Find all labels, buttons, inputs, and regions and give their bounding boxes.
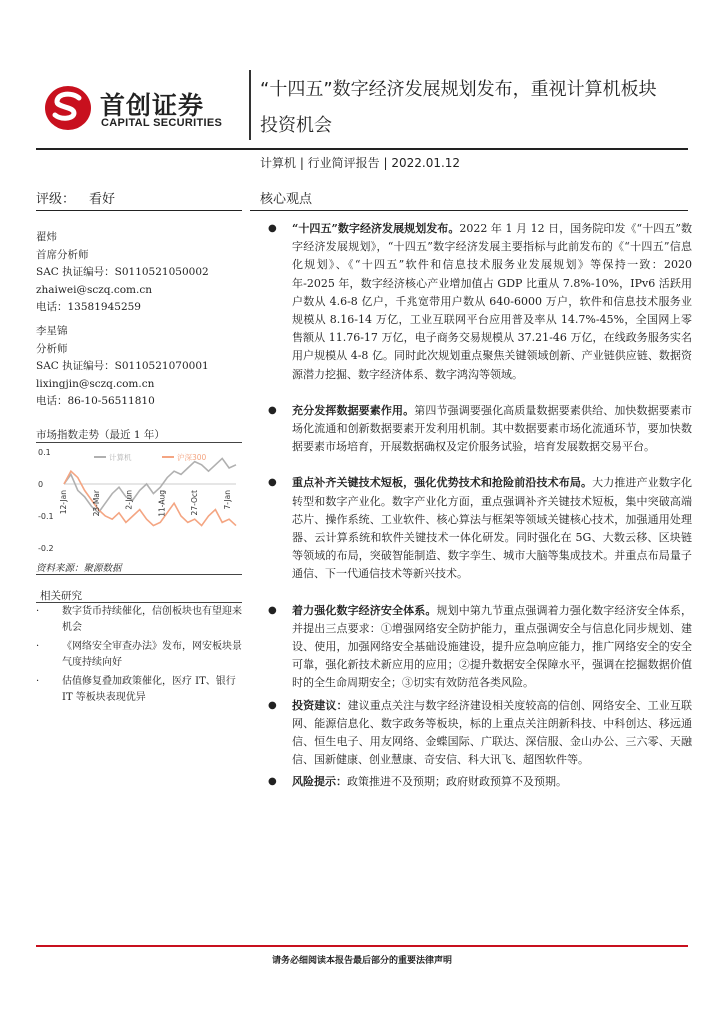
chart-title: 市场指数走势（最近 1 年） [36, 429, 165, 441]
related-research-text: 估值修复叠加政策催化，医疗 IT、银行 IT 等板块表现优异 [62, 676, 236, 703]
logo-english-name: CAPITAL SECURITIES [101, 117, 223, 129]
analyst-sac: SAC 执证编号：S0110521050002 [36, 266, 209, 278]
related-research-item[interactable] [36, 604, 242, 636]
x-tick-label: 12-Jan [59, 490, 68, 515]
logo-chinese-name: 首创证券 [100, 91, 205, 120]
core-view-heading: 着力强化数字经济安全体系。 [292, 603, 437, 617]
series-line-hs300 [64, 471, 236, 525]
core-view-heading: 充分发挥数据要素作用。 [292, 403, 415, 417]
company-logo [44, 84, 244, 134]
legend-label: 沪深300 [177, 453, 207, 462]
x-tick-label: 7-Jan [223, 490, 232, 510]
chart-source-rule [36, 574, 242, 575]
core-view-text: 政策推进不及预期；政府财政预算不及预期。 [347, 775, 567, 789]
y-tick-label: -0.2 [38, 544, 54, 553]
chart-source: 资料来源：聚源数据 [36, 563, 122, 574]
core-view-item [262, 402, 692, 457]
report-title [260, 72, 690, 144]
header-rule [36, 148, 688, 150]
bullet-dot-icon: · [36, 606, 40, 617]
core-view-heading: 投资建议： [292, 698, 348, 712]
market-index-chart [36, 444, 242, 556]
report-subtitle: 计算机 | 行业简评报告 | 2022.01.12 [260, 156, 461, 170]
report-title-line-2: 投资机会 [260, 115, 332, 136]
bullet-dot-icon: ● [268, 404, 277, 416]
core-view-text: 规划中第九节重点强调着力强化数字经济安全体系，并提出三点要求：①增强网络安全防护能力，重点强调安全与信息化同步规划、建设、使用，加强网络安全基础设施建设，提升应急响应能力，推广网络安全的安全可靠，强化新技术新应用的应用；②提升数据安全保障水平，强调在挖掘数据价值时的全生命周期安全；③切实有效防范各类风险。 [292, 603, 693, 690]
left-column-rule [36, 210, 242, 211]
related-research-list [36, 604, 242, 709]
core-view-heading: “十四五”数字经济发展规划发布。 [292, 222, 460, 235]
related-research-heading: 相关研究 [40, 590, 82, 602]
related-research-rule [36, 602, 242, 603]
analyst-name: 李星锦 [36, 325, 68, 337]
rating-value: 看好 [89, 192, 116, 207]
y-tick-label: 0 [38, 480, 44, 489]
bullet-dot-icon: ● [268, 604, 277, 616]
y-tick-label: 0.1 [38, 448, 51, 457]
core-view-heading: 重点补齐关键技术短板，强化优势技术和抢险前沿技术布局。 [292, 476, 593, 490]
related-research-item[interactable] [36, 639, 242, 671]
rating-label: 评级： [36, 192, 76, 207]
bullet-dot-icon: ● [268, 223, 277, 234]
x-tick-label: 2-Jun [124, 490, 134, 510]
analyst-title: 分析师 [36, 342, 68, 355]
analyst-title: 首席分析师 [36, 248, 89, 261]
core-view-text: 大力推进产业数字化转型和数字产业化。数字产业化方面，重点强调补齐关键技术短板，集中突破高端芯片、操作系统、工业软件、核心算法与框架等领域关键核心技术，加强通用处理器、云计算系统和软件关键技术一体化研发。同时强化在 5G、大数云移、区块链等领域的布局，突破智能制造、数字孪生、城市大脑等集成技术。并重点布局量子通信、下一代通信技术等新兴技术。 [292, 476, 693, 581]
legal-disclaimer-notice: 请务必细阅读本报告最后部分的重要法律声明 [271, 956, 452, 966]
analyst-card [36, 323, 209, 411]
report-title-line-1: “十四五”数字经济发展规划发布，重视计算机板块 [260, 79, 657, 100]
core-views-heading: 核心观点 [260, 192, 313, 207]
core-view-text: 2022 年 1 月 12 日，国务院印发《“十四五”数字经济发展规划》，“十四五”数字经济发展主要指标与此前发布的《“十四五”信息化规划》、《“十四五”软件和信息技术服务业发展规划》等保持一致：2020 年-2025 年，数字经济核心产业增加值占 GDP 比重从 7.8%-10%，IPv6 活跃用户数从 4.6-8 亿户，千兆宽带用户数从 640-6000 万户，软件和信息技术服务业规模从 8.16-14 万亿，工业互联网平台应用普及率从 14.7%-45%，全国网上零售额从 11.76-17 万亿，电子商务交易规模从 37.21-46 万亿，在线政务服务实名用户规模从 4-8 亿。同时此次规划重点聚焦关键领域创新、产业链供应链、数据资源潜力挖掘、数字经济体系、数字鸿沟等领域。 [292, 222, 693, 381]
x-tick-label: 11-Aug [157, 490, 167, 517]
core-view-text: 建议重点关注与数字经济建设相关度较高的信创、网络安全、工业互联网、能源信息化、数字政务等板块，标的上重点关注朗新科技、中科创达、移远通信、恒生电子、用友网络、金蝶国际、广联达、深信服、金山办公、三六零、天融信、国新健康、创业慧康、奇安信、科大讯飞、超图软件等。 [292, 698, 693, 767]
bullet-dot-icon: ● [268, 776, 277, 788]
core-view-item [262, 474, 692, 583]
y-tick-label: -0.1 [38, 512, 54, 521]
rating [36, 188, 115, 207]
series-line-computer [64, 458, 236, 512]
analyst-phone: 电话：86-10-56511810 [36, 395, 155, 407]
legend-label: 计算机 [109, 453, 132, 462]
analyst-phone: 电话：13581945259 [36, 301, 141, 313]
related-research-item[interactable] [36, 674, 242, 706]
bullet-dot-icon: · [36, 676, 40, 687]
core-view-item [262, 773, 692, 791]
bullet-dot-icon: ● [268, 699, 277, 711]
related-research-text: 《网络安全审查办法》发布，网安板块景气度持续向好 [62, 641, 242, 668]
right-column-rule [250, 210, 688, 211]
header-divider [249, 70, 251, 140]
footer-rule [36, 945, 688, 947]
bullet-dot-icon: · [36, 641, 40, 652]
core-view-heading: 风险提示： [292, 775, 347, 789]
capital-securities-logo-icon [44, 84, 96, 132]
analyst-email[interactable]: lixingjin@sczq.com.cn [36, 377, 155, 390]
analyst-name: 翟炜 [36, 231, 57, 243]
x-tick-label: 27-Oct [190, 490, 200, 516]
core-views-list [262, 220, 692, 792]
analyst-email[interactable]: zhaiwei@sczq.com.cn [36, 283, 152, 296]
core-view-item [262, 602, 692, 693]
analyst-sac: SAC 执证编号：S0110521070001 [36, 360, 209, 372]
related-research-text: 数字货币持续催化，信创板块也有望迎来机会 [62, 606, 242, 633]
analyst-card [36, 229, 209, 317]
bullet-dot-icon: ● [268, 477, 277, 489]
x-tick-label: 23-Mar [91, 490, 101, 517]
core-view-item [262, 220, 692, 384]
chart-title-rule [36, 442, 242, 443]
core-view-item [262, 697, 692, 770]
core-view-text: 第四节强调要强化高质量数据要素供给、加快数据要素市场化流通和创新数据要素开发利用机制。其中数据要素市场化流通环节，要加快数据要素市场培育，开展数据确权及定价服务试验，培育发展数据交易平台。 [292, 403, 693, 454]
